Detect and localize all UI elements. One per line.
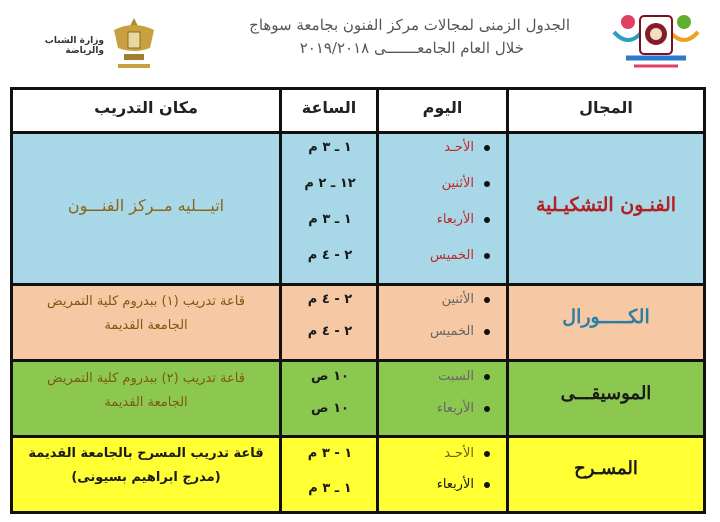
place-line: قاعة تدريب المسرح بالجامعة القديمة xyxy=(28,446,264,461)
time-item: ١ ـ ٣ م xyxy=(308,481,352,496)
col-divider xyxy=(279,87,282,514)
field-visual-arts: الفنـون التشكيـلية xyxy=(535,194,677,216)
day-item: الخميس xyxy=(430,324,490,339)
ministry-label: وزارة الشباب والرياضة xyxy=(44,36,104,56)
place-music xyxy=(13,367,279,415)
place-line: الجامعة القديمة xyxy=(104,395,188,410)
day-item: الأربعاء xyxy=(437,477,490,492)
day-item: الأربعاء xyxy=(437,401,490,416)
time-item: ١٢ ـ ٢ م xyxy=(304,176,356,191)
heading-line2: خلال العام الجامعـــــــى ٢٠١٩/٢٠١٨ xyxy=(299,39,524,57)
place-line: الجامعة القديمة xyxy=(104,318,188,333)
time-item: ١ - ٣ م xyxy=(307,446,353,461)
place-line: قاعة تدريب (٢) ببدروم كلية التمريض xyxy=(47,371,245,386)
field-theater: المسـرح xyxy=(574,458,638,479)
field-choir: الكـــــورال xyxy=(562,306,650,328)
day-item: الأربعاء xyxy=(437,212,490,227)
col-divider xyxy=(376,87,379,514)
place-line: قاعة تدريب (١) ببدروم كلية التمريض xyxy=(47,294,245,309)
col-header-field: المجال xyxy=(579,98,633,117)
place-theater xyxy=(13,442,279,490)
time-item: ١٠ ص xyxy=(311,401,349,416)
day-item: الأحـد xyxy=(444,140,490,155)
place-choir xyxy=(13,290,279,338)
field-music: الموسيقـــى xyxy=(560,383,652,404)
day-item: الأحـد xyxy=(444,446,490,461)
col-divider xyxy=(506,87,509,514)
row-divider xyxy=(10,435,706,438)
table-border-right xyxy=(703,87,706,514)
day-item: السبت xyxy=(438,369,490,384)
time-item: ٢ - ٤ م xyxy=(307,248,353,263)
col-header-time: الساعة xyxy=(301,98,357,117)
heading-line1: الجدول الزمنى لمجالات مركز الفنون بجامعة سوهاج xyxy=(249,16,570,34)
day-item: الأثنين xyxy=(442,292,490,307)
schedule-heading xyxy=(150,14,570,60)
table-border-bottom xyxy=(10,511,706,514)
time-item: ٢ - ٤ م xyxy=(307,324,353,339)
row-divider xyxy=(10,131,706,134)
time-item: ١ ـ ٣ م xyxy=(308,212,352,227)
time-item: ١ ـ ٣ م xyxy=(308,140,352,155)
col-header-day: اليوم xyxy=(422,98,463,117)
time-item: ٢ - ٤ م xyxy=(307,292,353,307)
day-item: الأثنين xyxy=(442,176,490,191)
col-header-place: مكان التدريب xyxy=(94,98,198,117)
place-visual-arts: اتيـــليه مــركز الفنـــون xyxy=(67,196,225,215)
time-item: ١٠ ص xyxy=(311,369,349,384)
row-divider xyxy=(10,283,706,286)
sohag-university-logo xyxy=(606,8,706,74)
day-item: الخميس xyxy=(430,248,490,263)
table-border-top xyxy=(10,87,706,90)
place-line: (مدرج ابراهيم بسيونى) xyxy=(71,470,221,485)
row-divider xyxy=(10,359,706,362)
